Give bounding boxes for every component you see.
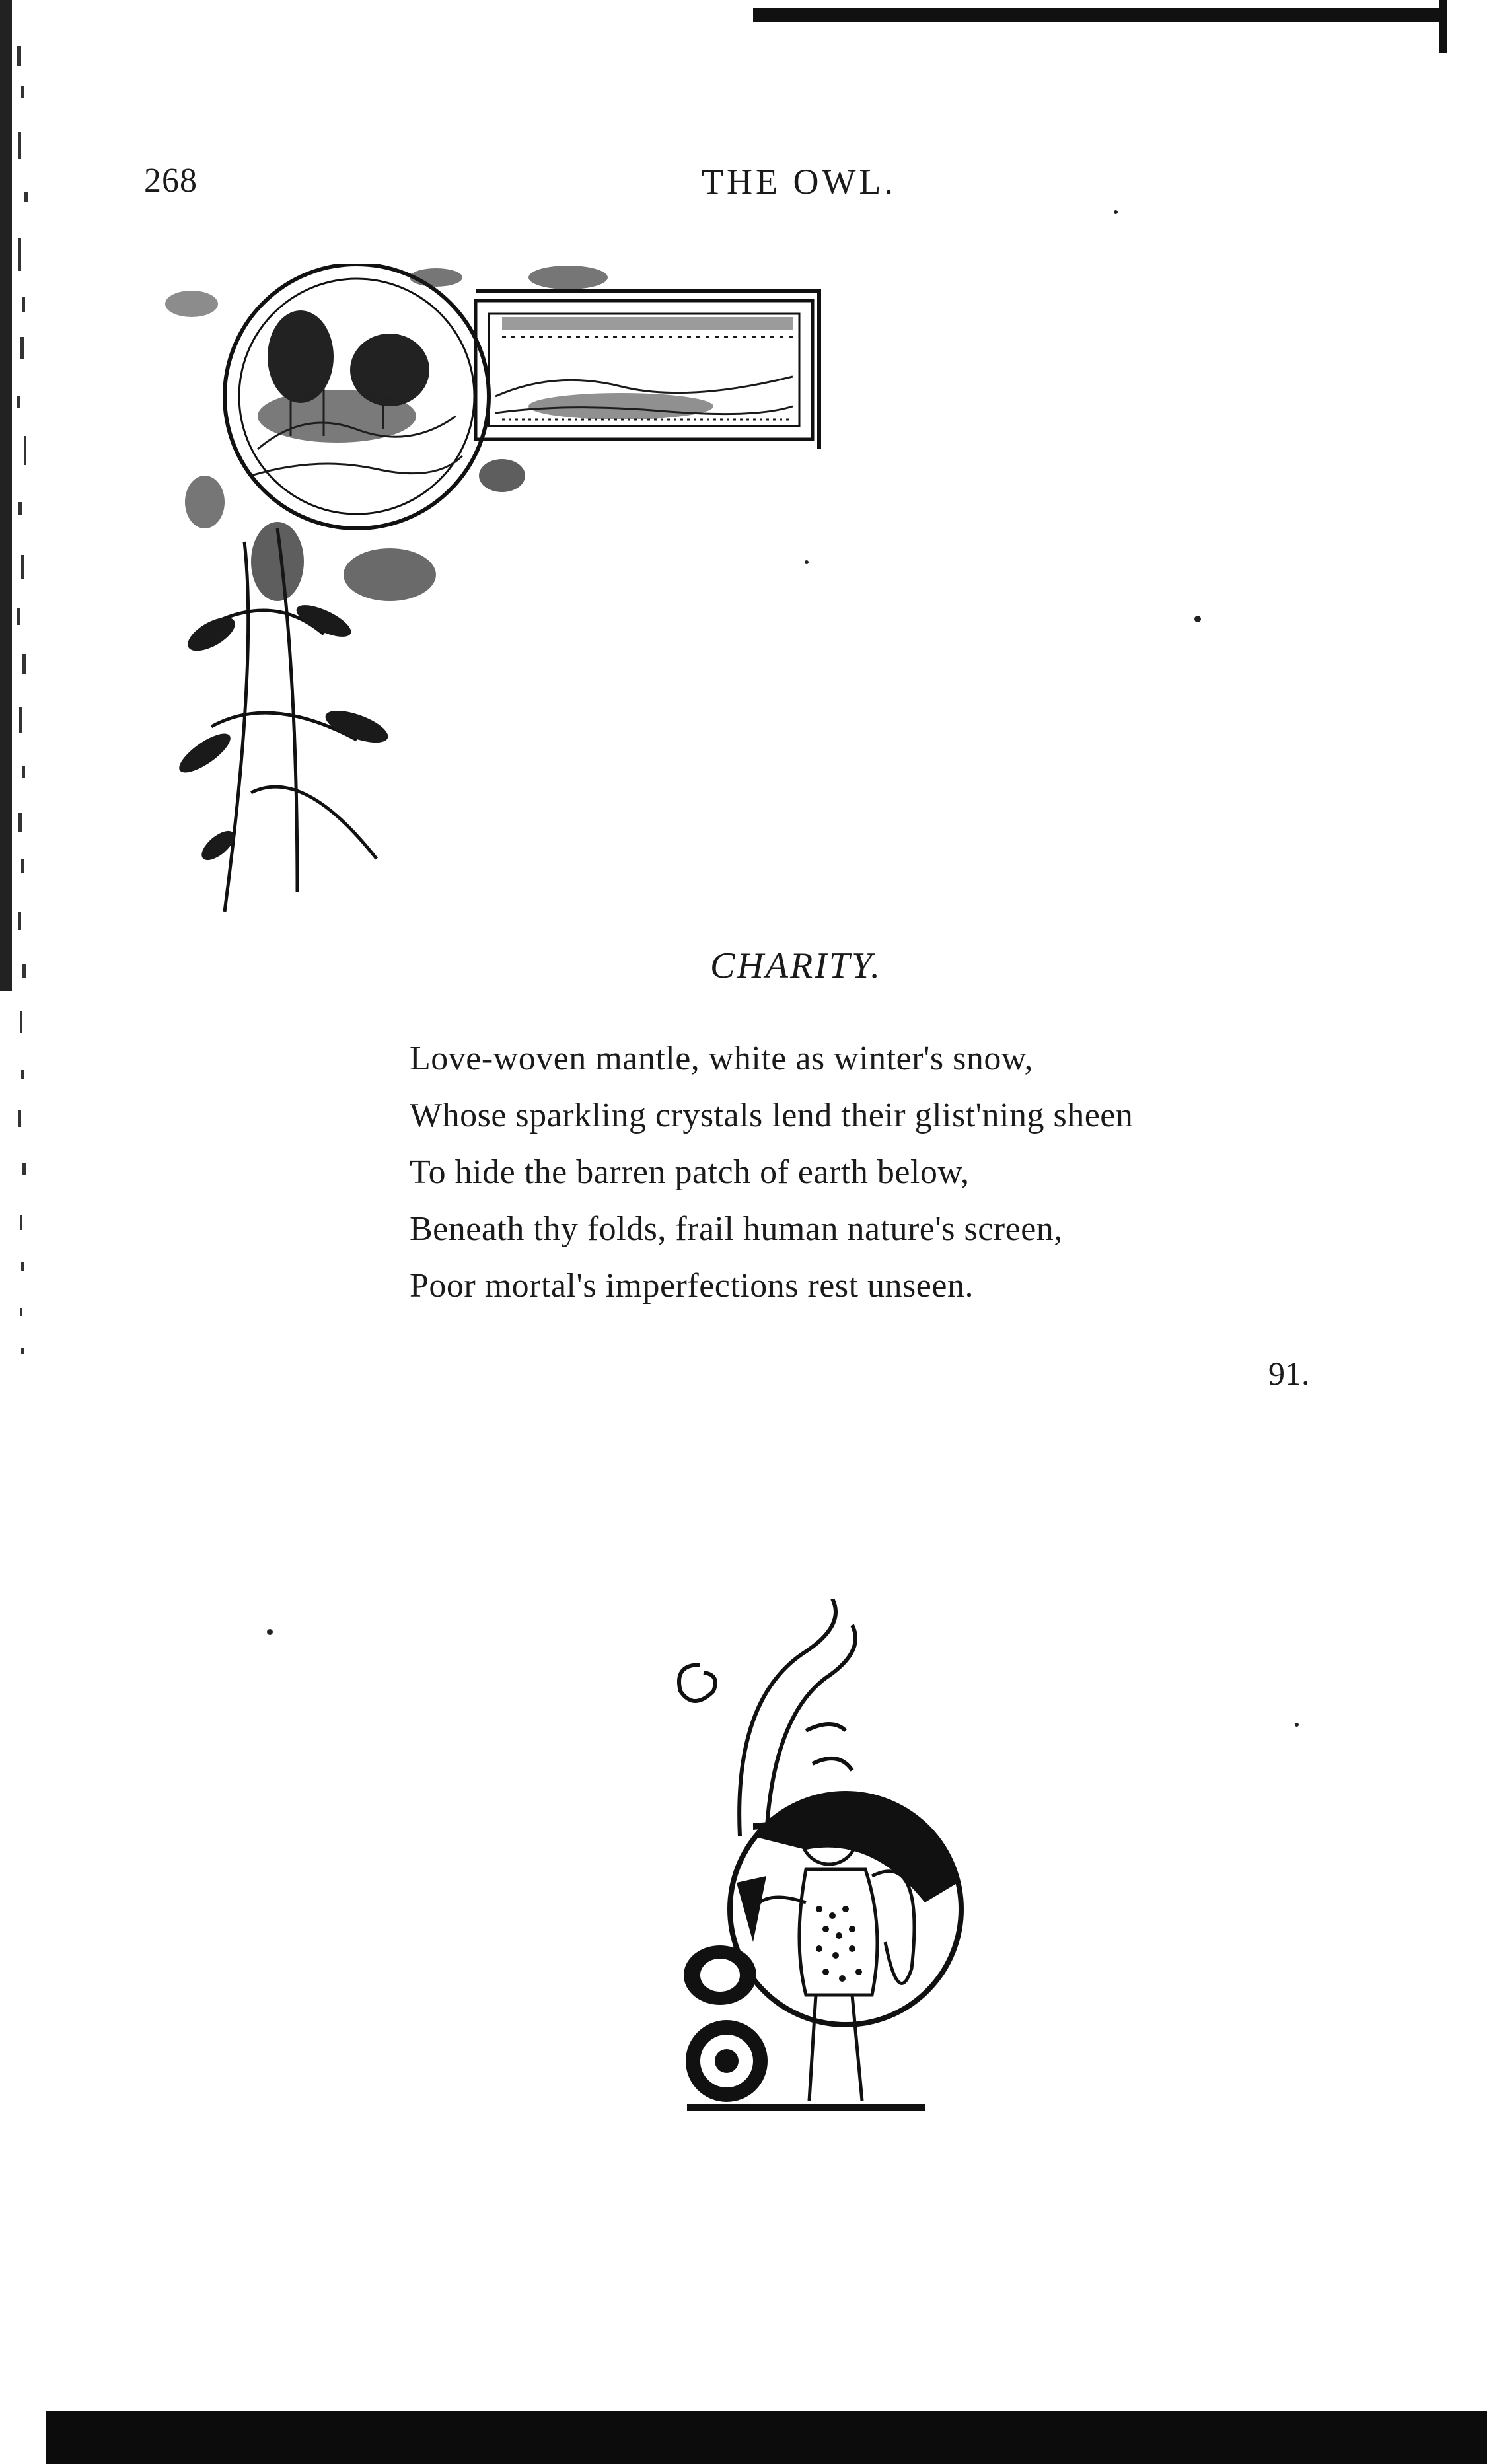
running-title: THE OWL. <box>702 162 896 201</box>
poem-title: CHARITY. <box>710 945 883 986</box>
speck <box>805 560 809 564</box>
poem-body <box>410 1031 1268 1315</box>
landscape-vignette-icon <box>159 264 832 925</box>
top-right-edge <box>1439 0 1447 53</box>
speck <box>1295 1723 1299 1727</box>
left-binding-edge <box>0 0 12 991</box>
speck <box>1194 616 1201 622</box>
running-head <box>0 161 1487 207</box>
speck <box>1114 210 1118 214</box>
poem-line: To hide the barren patch of earth below, <box>410 1153 970 1191</box>
top-edge-rule <box>753 8 1443 22</box>
poem-line: Poor mortal's imperfections rest unseen. <box>410 1267 974 1305</box>
poem-line: Whose sparkling crystals lend their glist'ning sheen <box>410 1097 1134 1134</box>
page-number: 268 <box>144 162 198 199</box>
poem-number: 91. <box>1268 1355 1310 1392</box>
left-margin-specks <box>15 40 54 1394</box>
speck <box>267 1629 273 1635</box>
poem-line: Love-woven mantle, white as winter's snow, <box>410 1040 1033 1077</box>
cherub-icon <box>674 1599 964 2114</box>
bottom-edge-bar <box>46 2411 1487 2464</box>
poem-line: Beneath thy folds, frail human nature's screen, <box>410 1210 1063 1248</box>
